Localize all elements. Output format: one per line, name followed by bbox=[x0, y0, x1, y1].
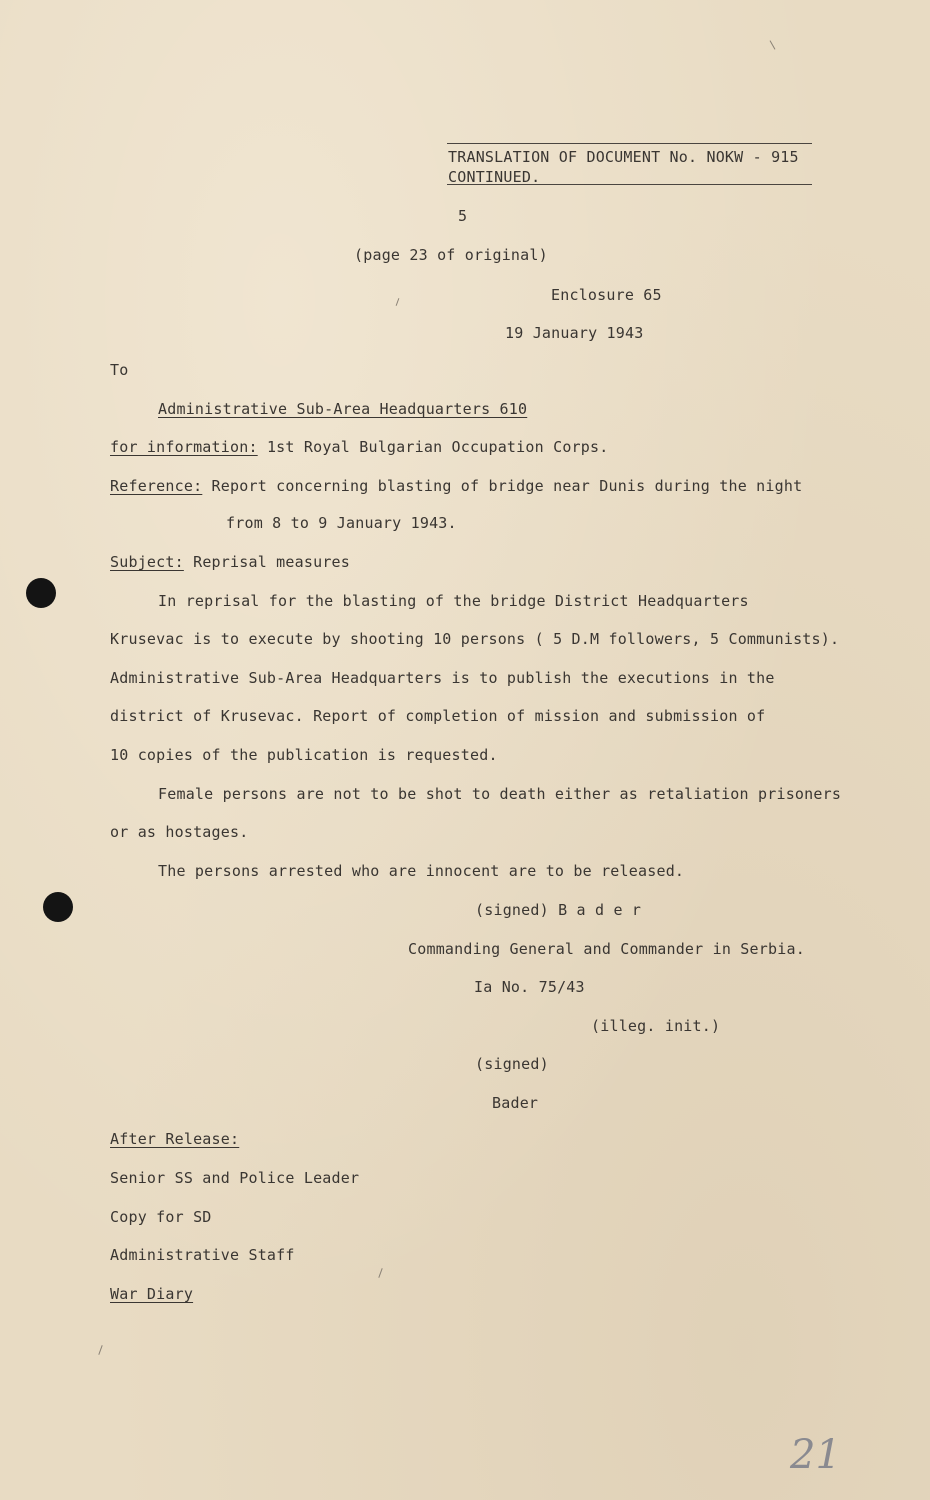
body-line: The persons arrested who are innocent are to be released. bbox=[158, 862, 685, 880]
punch-hole-top bbox=[26, 578, 56, 608]
enclosure-label: Enclosure 65 bbox=[551, 286, 662, 304]
body-line: district of Krusevac. Report of completion of mission and submission of bbox=[110, 707, 766, 725]
distribution-item: War Diary bbox=[110, 1285, 194, 1303]
reference-row bbox=[110, 477, 802, 495]
header-rule-top bbox=[447, 143, 812, 144]
body-line: or as hostages. bbox=[110, 823, 249, 841]
paper-mark bbox=[378, 1268, 382, 1278]
body-line: Krusevac is to execute by shooting 10 persons ( 5 D.M followers, 5 Communists). bbox=[110, 630, 840, 648]
body-line: Female persons are not to be shot to death either as retaliation prisoners bbox=[158, 785, 842, 803]
to-label: To bbox=[110, 361, 129, 379]
handwritten-page-number: 21 bbox=[790, 1432, 841, 1478]
info-value: 1st Royal Bulgarian Occupation Corps. bbox=[266, 438, 609, 456]
distribution-label: After Release: bbox=[110, 1130, 240, 1148]
distribution-item: Copy for SD bbox=[110, 1208, 212, 1226]
signature-initials: (illeg. init.) bbox=[591, 1017, 721, 1035]
signature-name: Bader bbox=[492, 1094, 539, 1112]
paper-mark bbox=[98, 1345, 102, 1355]
signature-title: Commanding General and Commander in Serbia. bbox=[408, 940, 805, 958]
reference-value-continued: from 8 to 9 January 1943. bbox=[226, 514, 457, 532]
signature-signed: (signed) B a d e r bbox=[475, 901, 642, 919]
subject-label: Subject: bbox=[110, 553, 184, 571]
reference-label: Reference: bbox=[110, 477, 203, 495]
page-number: 5 bbox=[458, 207, 468, 225]
header-rule-bottom bbox=[447, 184, 812, 185]
recipient: Administrative Sub-Area Headquarters 610 bbox=[158, 400, 528, 418]
document-date: 19 January 1943 bbox=[505, 324, 644, 342]
info-row bbox=[110, 438, 608, 456]
original-page-note: (page 23 of original) bbox=[354, 246, 548, 264]
body-line: In reprisal for the blasting of the bridge District Headquarters bbox=[158, 592, 749, 610]
subject-row bbox=[110, 553, 350, 571]
distribution-item: Senior SS and Police Leader bbox=[110, 1169, 360, 1187]
reference-value: Report concerning blasting of bridge near Dunis during the night bbox=[211, 477, 803, 495]
distribution-item: Administrative Staff bbox=[110, 1246, 295, 1264]
info-label: for information: bbox=[110, 438, 258, 456]
paper-mark bbox=[396, 298, 400, 306]
document-title: TRANSLATION OF DOCUMENT No. NOKW - 915 bbox=[448, 148, 799, 166]
document-title-continued: CONTINUED. bbox=[448, 168, 541, 186]
signature-signed-2: (signed) bbox=[475, 1055, 549, 1073]
paper-mark bbox=[770, 40, 776, 49]
punch-hole-bottom bbox=[43, 892, 73, 922]
body-line: Administrative Sub-Area Headquarters is to publish the executions in the bbox=[110, 669, 775, 687]
subject-value: Reprisal measures bbox=[193, 553, 351, 571]
body-line: 10 copies of the publication is requested. bbox=[110, 746, 498, 764]
signature-ref-no: Ia No. 75/43 bbox=[474, 978, 585, 996]
